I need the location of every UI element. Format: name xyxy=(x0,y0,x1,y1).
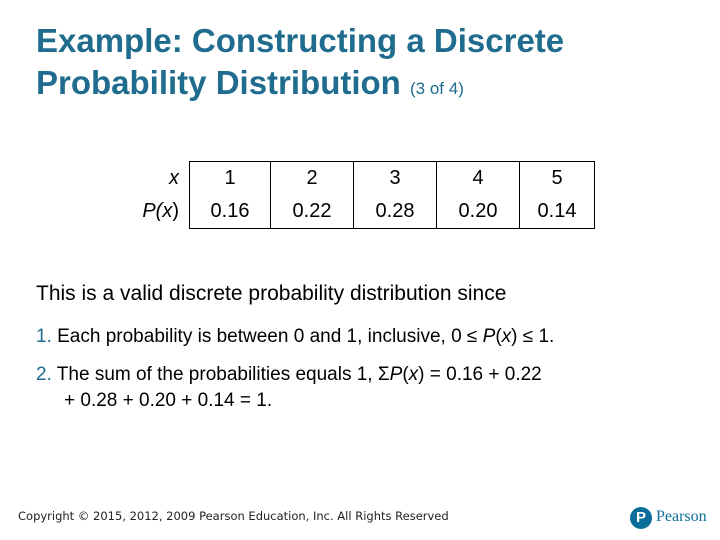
p-value-cell: 0.28 xyxy=(354,195,437,229)
list-number-2: 2. xyxy=(36,364,52,385)
row-label-x: x xyxy=(169,166,179,189)
title-subtitle: (3 of 4) xyxy=(410,79,464,98)
table-row-px xyxy=(117,195,595,229)
x-value-cell: 5 xyxy=(520,162,595,196)
title-line-2 xyxy=(36,62,696,110)
x-value-cell: 3 xyxy=(354,162,437,196)
intro-text: This is a valid discrete probability distribution since xyxy=(36,282,507,305)
slide-title xyxy=(36,20,696,110)
p-value-cell: 0.22 xyxy=(271,195,354,229)
title-line-1: Example: Constructing a Discrete xyxy=(36,22,565,59)
pearson-wordmark: Pearson xyxy=(656,508,707,525)
copyright-footer: Copyright © 2015, 2012, 2009 Pearson Education, Inc. All Rights Reserved xyxy=(18,509,449,523)
x-value-cell: 1 xyxy=(190,162,271,196)
p-value-cell: 0.20 xyxy=(437,195,520,229)
row-label-px: P(x) xyxy=(142,200,179,223)
title-line-2-text: Probability Distribution xyxy=(36,64,401,101)
p-value-cell: 0.16 xyxy=(190,195,271,229)
distribution-table xyxy=(117,161,595,229)
pearson-logo xyxy=(630,506,710,530)
x-value-cell: 4 xyxy=(437,162,520,196)
x-value-cell: 2 xyxy=(271,162,354,196)
list-item-2-continuation: + 0.28 + 0.20 + 0.14 = 1. xyxy=(64,390,273,411)
list-number-1: 1. xyxy=(36,326,52,347)
table-row-x xyxy=(117,162,595,196)
p-value-cell: 0.14 xyxy=(520,195,595,229)
list-item-1: 1. Each probability is between 0 and 1, inclusive, 0 ≤ P(x) ≤ 1. xyxy=(36,326,555,347)
list-item-2: 2. The sum of the probabilities equals 1, ΣP(x) = 0.16 + 0.22 + 0.28 + 0.20 + 0.14 = 1. xyxy=(36,362,696,414)
pearson-logo-icon: P xyxy=(630,507,652,529)
